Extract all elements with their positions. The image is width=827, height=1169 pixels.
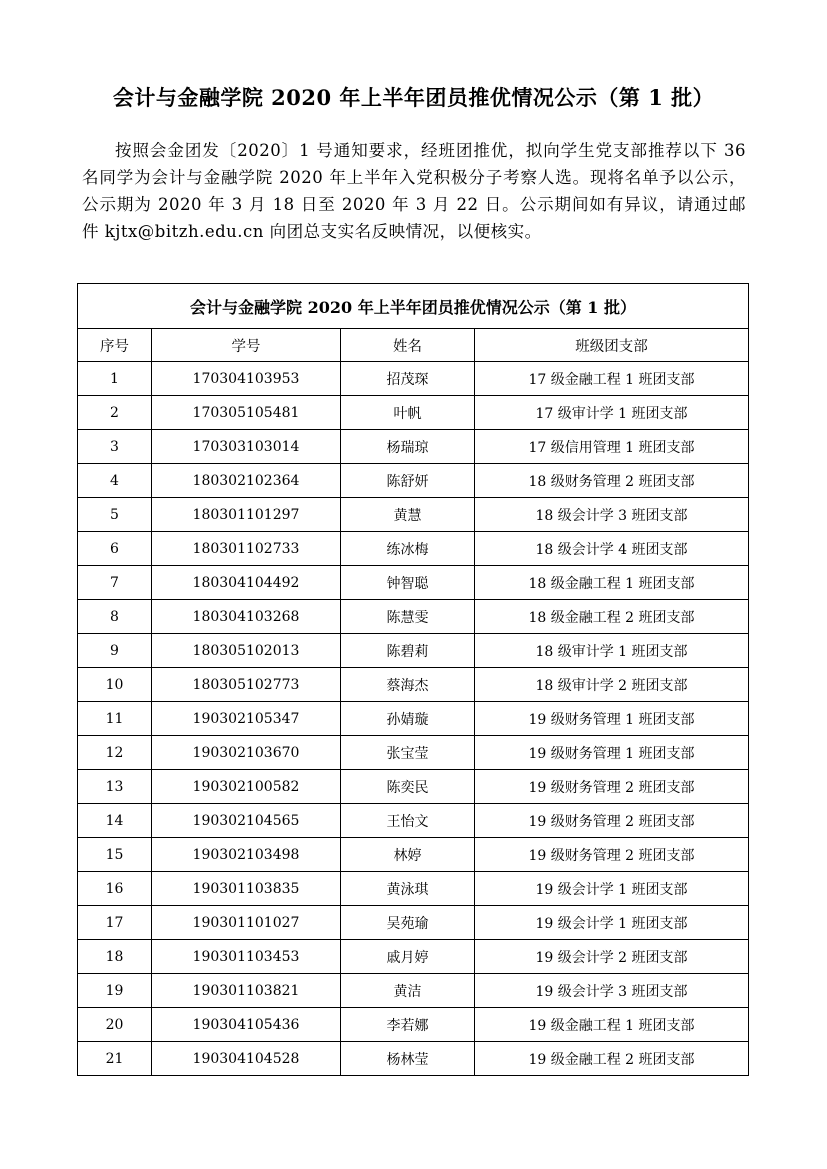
table-row <box>78 770 749 804</box>
table-row <box>78 872 749 906</box>
table-row <box>78 498 749 532</box>
cell-student-id: 180302102364 <box>152 464 341 498</box>
cell-name: 黄泳琪 <box>341 872 475 906</box>
table-row <box>78 838 749 872</box>
cell-student-id: 190302104565 <box>152 804 341 838</box>
cell-index: 20 <box>78 1008 152 1042</box>
cell-index: 14 <box>78 804 152 838</box>
cell-index: 7 <box>78 566 152 600</box>
table-header-row <box>78 329 749 362</box>
cell-student-id: 190304104528 <box>152 1042 341 1076</box>
table-row <box>78 532 749 566</box>
cell-branch: 18 级审计学 1 班团支部 <box>475 634 749 668</box>
cell-branch: 17 级金融工程 1 班团支部 <box>475 362 749 396</box>
cell-index: 16 <box>78 872 152 906</box>
cell-branch: 18 级金融工程 1 班团支部 <box>475 566 749 600</box>
cell-branch: 18 级会计学 3 班团支部 <box>475 498 749 532</box>
cell-name: 钟智聪 <box>341 566 475 600</box>
cell-branch: 18 级财务管理 2 班团支部 <box>475 464 749 498</box>
cell-index: 12 <box>78 736 152 770</box>
cell-index: 9 <box>78 634 152 668</box>
cell-index: 17 <box>78 906 152 940</box>
cell-index: 6 <box>78 532 152 566</box>
cell-name: 戚月婷 <box>341 940 475 974</box>
cell-student-id: 190302103498 <box>152 838 341 872</box>
cell-student-id: 190302103670 <box>152 736 341 770</box>
table-row <box>78 600 749 634</box>
table-caption-row <box>78 284 749 329</box>
cell-name: 王怡文 <box>341 804 475 838</box>
cell-student-id: 170304103953 <box>152 362 341 396</box>
cell-name: 练冰梅 <box>341 532 475 566</box>
cell-branch: 17 级信用管理 1 班团支部 <box>475 430 749 464</box>
cell-index: 11 <box>78 702 152 736</box>
cell-name: 蔡海杰 <box>341 668 475 702</box>
table-row <box>78 1008 749 1042</box>
cell-student-id: 190302100582 <box>152 770 341 804</box>
cell-branch: 17 级审计学 1 班团支部 <box>475 396 749 430</box>
cell-name: 陈奕民 <box>341 770 475 804</box>
cell-branch: 18 级审计学 2 班团支部 <box>475 668 749 702</box>
table-row <box>78 566 749 600</box>
cell-branch: 19 级会计学 1 班团支部 <box>475 872 749 906</box>
header-student-id: 学号 <box>152 329 341 362</box>
cell-index: 5 <box>78 498 152 532</box>
cell-name: 黄洁 <box>341 974 475 1008</box>
document-title: 会计与金融学院 2020 年上半年团员推优情况公示（第 1 批） <box>112 85 715 110</box>
cell-student-id: 180301102733 <box>152 532 341 566</box>
cell-student-id: 190301103835 <box>152 872 341 906</box>
header-name: 姓名 <box>341 329 475 362</box>
cell-student-id: 190304105436 <box>152 1008 341 1042</box>
cell-index: 10 <box>78 668 152 702</box>
cell-student-id: 170303103014 <box>152 430 341 464</box>
cell-index: 13 <box>78 770 152 804</box>
cell-name: 张宝莹 <box>341 736 475 770</box>
cell-branch: 19 级财务管理 2 班团支部 <box>475 770 749 804</box>
cell-student-id: 180301101297 <box>152 498 341 532</box>
table-row <box>78 464 749 498</box>
cell-name: 陈碧莉 <box>341 634 475 668</box>
cell-name: 陈舒妍 <box>341 464 475 498</box>
candidates-table <box>77 283 749 1076</box>
cell-name: 招茂琛 <box>341 362 475 396</box>
cell-index: 1 <box>78 362 152 396</box>
table-row <box>78 668 749 702</box>
cell-branch: 19 级财务管理 1 班团支部 <box>475 736 749 770</box>
cell-branch: 18 级金融工程 2 班团支部 <box>475 600 749 634</box>
cell-name: 吴苑瑜 <box>341 906 475 940</box>
cell-student-id: 190301103821 <box>152 974 341 1008</box>
cell-index: 19 <box>78 974 152 1008</box>
cell-branch: 19 级会计学 2 班团支部 <box>475 940 749 974</box>
cell-student-id: 180305102013 <box>152 634 341 668</box>
cell-branch: 19 级会计学 3 班团支部 <box>475 974 749 1008</box>
cell-name: 陈慧雯 <box>341 600 475 634</box>
cell-index: 18 <box>78 940 152 974</box>
cell-branch: 19 级会计学 1 班团支部 <box>475 906 749 940</box>
cell-student-id: 180305102773 <box>152 668 341 702</box>
table-row <box>78 974 749 1008</box>
cell-branch: 19 级财务管理 1 班团支部 <box>475 702 749 736</box>
cell-index: 3 <box>78 430 152 464</box>
cell-student-id: 190301103453 <box>152 940 341 974</box>
table-row <box>78 702 749 736</box>
cell-index: 4 <box>78 464 152 498</box>
cell-name: 杨瑞琼 <box>341 430 475 464</box>
table-row <box>78 804 749 838</box>
table-row <box>78 1042 749 1076</box>
cell-index: 15 <box>78 838 152 872</box>
cell-name: 黄慧 <box>341 498 475 532</box>
cell-student-id: 190301101027 <box>152 906 341 940</box>
cell-branch: 19 级金融工程 1 班团支部 <box>475 1008 749 1042</box>
header-index: 序号 <box>78 329 152 362</box>
cell-name: 李若娜 <box>341 1008 475 1042</box>
table-row <box>78 634 749 668</box>
cell-name: 叶帆 <box>341 396 475 430</box>
cell-branch: 19 级财务管理 2 班团支部 <box>475 804 749 838</box>
cell-index: 8 <box>78 600 152 634</box>
table-row <box>78 362 749 396</box>
cell-branch: 18 级会计学 4 班团支部 <box>475 532 749 566</box>
cell-student-id: 190302105347 <box>152 702 341 736</box>
table-caption: 会计与金融学院 2020 年上半年团员推优情况公示（第 1 批） <box>78 284 749 329</box>
table-row <box>78 396 749 430</box>
table-row <box>78 906 749 940</box>
table-row <box>78 940 749 974</box>
cell-name: 杨林莹 <box>341 1042 475 1076</box>
cell-name: 林婷 <box>341 838 475 872</box>
cell-index: 2 <box>78 396 152 430</box>
table-row <box>78 430 749 464</box>
cell-branch: 19 级财务管理 2 班团支部 <box>475 838 749 872</box>
table-row <box>78 736 749 770</box>
cell-student-id: 180304103268 <box>152 600 341 634</box>
cell-name: 孙婧璇 <box>341 702 475 736</box>
cell-student-id: 180304104492 <box>152 566 341 600</box>
notice-paragraph: 按照会金团发〔2020〕1 号通知要求，经班团推优，拟向学生党支部推荐以下 36 名同学为会计与金融学院 2020 年上半年入党积极分子考察人选。现将名单予以公示，公示期为 2020 年 3 月 18 日至 2020 年 3 月 22 日。公示期间如有异议，请通过邮件 kjtx@bitzh.edu.cn 向团总支实名反映情况，以便核实。 <box>82 141 746 241</box>
cell-index: 21 <box>78 1042 152 1076</box>
header-branch: 班级团支部 <box>475 329 749 362</box>
cell-student-id: 170305105481 <box>152 396 341 430</box>
cell-branch: 19 级金融工程 2 班团支部 <box>475 1042 749 1076</box>
